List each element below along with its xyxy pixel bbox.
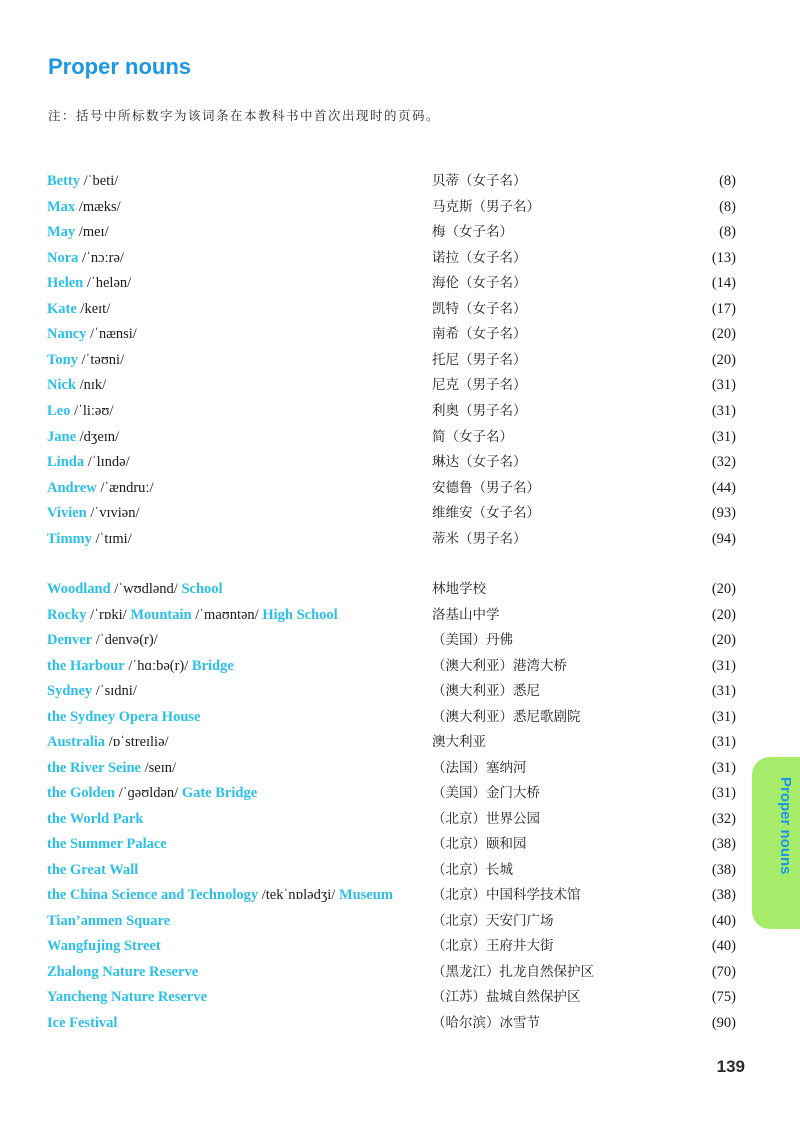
entry-translation: （江苏）盐城自然保护区 [432,989,581,1005]
term-word: the China Science and Technology [47,887,259,903]
phonetic-text: /ˈdenvə(r)/ [92,632,158,648]
entry-page: (31) [711,785,736,801]
term-word: Museum [338,887,393,903]
entry-translation: （北京）世界公园 [432,810,540,827]
term-word: Zhalong Nature Reserve [47,963,199,980]
entry-row [0,833,800,858]
term-word: the Summer Palace [47,836,167,852]
phonetic-text: /nɪk/ [76,377,107,394]
entry-page: (75) [711,989,736,1005]
phonetic-text: /ˈwʊdlənd/ [110,581,182,597]
entry-page: (31) [711,759,736,776]
entry-row [0,731,800,756]
entry-page: (94) [711,530,736,547]
entry-translation: 尼克（男子名） [432,377,527,394]
entry-translation: 梅（女子名） [432,224,513,241]
phonetic-text: /seɪn/ [140,759,177,776]
entry-translation: 澳大利亚 [432,734,486,750]
entry-row [0,451,800,476]
entry-row [0,221,800,246]
entry-term [47,221,109,243]
entry-page: (20) [711,351,736,368]
entry-row [0,272,800,297]
entry-page: (20) [711,326,736,343]
side-tab-label: Proper nouns [777,777,794,875]
phonetic-text: /ˈvɪviən/ [86,505,140,522]
entry-translation: 利奥（男子名） [432,402,527,419]
entry-row [0,859,800,884]
entry-term [47,808,143,830]
entry-term [47,833,167,855]
entry-page: (20) [711,606,736,623]
entry-term [47,426,119,448]
entry-row [0,374,800,399]
entry-translation: 海伦（女子名） [432,275,527,292]
entry-row [0,196,800,221]
term-word: Tony [47,351,78,368]
entry-page: (31) [711,734,736,750]
phonetic-text: /ˈɡəʊldən/ [115,785,182,801]
entry-translation: （黑龙江）扎龙自然保护区 [432,963,594,980]
entry-translation: 林地学校 [432,581,486,597]
entry-row [0,910,800,935]
phonetic-text: /ˈhɑːbə(r)/ [124,657,192,674]
entry-row [0,935,800,960]
term-word: Tian’anmen Square [47,912,171,929]
entry-term [47,502,140,524]
term-word: Nick [47,377,76,394]
entry-page: (31) [711,657,736,674]
entry-page: (31) [711,402,736,419]
entry-term [47,859,138,881]
page-title: Proper nouns [48,54,192,79]
term-word: Denver [47,632,93,648]
phonetic-text: /mæks/ [75,198,121,215]
entry-translation: 南希（女子名） [432,326,527,343]
entry-page: (20) [711,581,736,597]
entry-row [0,298,800,323]
entry-page: (40) [711,938,736,954]
phonetic-text: /ˈbeti/ [80,173,119,189]
entry-page: (8) [719,198,736,215]
phonetic-text: /ˈtəʊni/ [77,351,125,368]
entry-term [47,349,124,371]
entry-page: (38) [711,861,736,878]
phonetic-text: /ˈmaʊntən/ [191,606,263,623]
entry-term [47,528,132,550]
entry-row [0,808,800,833]
term-word: Leo [47,402,71,419]
entry-term [47,1012,117,1034]
page-number: 139 [716,1057,745,1076]
entry-page: (14) [711,275,736,292]
entry-term [47,298,110,320]
entry-page: (8) [719,173,736,189]
term-word: Kate [47,300,77,317]
entry-translation: （北京）中国科学技术馆 [432,887,581,903]
entry-page: (32) [711,810,736,827]
entry-page: (44) [711,479,736,496]
entry-translation: 贝蒂（女子名） [432,173,527,189]
entry-translation: 洛基山中学 [432,606,500,623]
term-word: Timmy [47,530,92,547]
entry-page: (31) [711,428,736,445]
entry-translation: （澳大利亚）悉尼歌剧院 [432,708,581,725]
entry-translation: （哈尔滨）冰雪节 [432,1014,540,1031]
entry-translation: （北京）王府井大街 [432,938,554,954]
entry-page: (90) [711,1014,736,1031]
entry-row [0,655,800,680]
entry-term [47,578,223,600]
term-word: Nancy [47,326,87,343]
entry-translation: （北京）颐和园 [432,836,527,852]
term-word: May [47,224,76,241]
entry-page: (38) [711,836,736,852]
term-word: Vivien [47,505,87,522]
entry-row [0,986,800,1011]
entry-term [47,451,130,473]
entry-row [0,1012,800,1037]
entry-row [0,604,800,629]
entry-row [0,426,800,451]
entry-term [47,884,393,906]
entry-translation: 托尼（男子名） [432,351,527,368]
entry-page: (20) [711,632,736,648]
entry-term [47,170,118,192]
entry-translation: 马克斯（男子名） [432,198,540,215]
entry-page: (13) [711,249,736,266]
term-word: the Golden [47,785,116,801]
phonetic-text: /meɪ/ [75,224,109,241]
phonetic-text: /keɪt/ [76,300,111,317]
term-word: Linda [47,454,85,471]
entry-term [47,323,137,345]
entry-row [0,961,800,986]
entry-row [0,400,800,425]
term-word: Ice Festival [47,1014,118,1031]
entry-translation: 蒂米（男子名） [432,530,527,547]
term-word: Gate Bridge [181,785,258,801]
entry-row [0,477,800,502]
page-note: 注：括号中所标数字为该词条在本教科书中首次出现时的页码。 [48,108,441,123]
entry-page: (31) [711,708,736,725]
entry-page: (70) [711,963,736,980]
term-word: the World Park [47,810,144,827]
entry-term [47,935,161,957]
entry-term [47,706,200,728]
term-word: Max [47,198,76,215]
entry-term [47,272,131,294]
term-word: the Harbour [47,657,125,674]
entry-term [47,782,257,804]
entry-row [0,757,800,782]
entry-page: (31) [711,683,736,699]
entry-page: (8) [719,224,736,241]
entry-term [47,477,153,499]
entry-term [47,986,207,1008]
entry-term [47,910,170,932]
entry-translation: 诺拉（女子名） [432,249,527,266]
entry-row [0,782,800,807]
entry-translation: 安德鲁（男子名） [432,479,540,496]
term-word: High School [262,606,338,623]
term-word: Bridge [191,657,234,674]
term-word: Andrew [47,479,97,496]
phonetic-text: /ˈnɔːrə/ [78,249,124,266]
entry-term [47,757,176,779]
entry-row [0,528,800,553]
entry-translation: 凯特（女子名） [432,300,527,317]
phonetic-text: /ˈtɪmi/ [91,530,132,547]
entry-translation: （美国）金门大桥 [432,785,540,801]
phonetic-text: /dʒeɪn/ [76,428,120,445]
entry-term [47,680,137,702]
phonetic-text: /ˈhelən/ [83,275,132,292]
phonetic-text: /tekˈnɒlədʒi/ [258,887,339,903]
entry-term [47,655,234,677]
phonetic-text: /ˈliːəʊ/ [70,402,114,419]
entry-page: (17) [711,300,736,317]
entry-term [47,374,106,396]
phonetic-text: /ˈlɪndə/ [84,454,130,471]
term-word: Jane [47,428,76,445]
entry-row [0,323,800,348]
entry-row [0,680,800,705]
entry-row [0,884,800,909]
entry-row [0,502,800,527]
term-word: Nora [47,249,79,266]
term-word: Yancheng Nature Reserve [47,989,208,1005]
entry-translation: （北京）天安门广场 [432,912,554,929]
entry-translation: （美国）丹佛 [432,632,513,648]
term-word: School [181,581,223,597]
term-word: Sydney [47,683,93,699]
term-word: Woodland [47,581,111,597]
entry-row [0,247,800,272]
term-word: Betty [47,173,81,189]
entry-page: (38) [711,887,736,903]
entry-row [0,349,800,374]
entry-row [0,706,800,731]
entry-translation: （澳大利亚）悉尼 [432,683,540,699]
phonetic-text: /ˈsɪdni/ [92,683,137,699]
term-word: Australia [47,734,105,750]
term-word: Wangfujing Street [47,938,161,954]
entry-term [47,961,198,983]
entry-page: (40) [711,912,736,929]
entry-term [47,400,113,422]
entry-term [47,604,338,626]
entry-translation: 简（女子名） [432,428,513,445]
entry-translation: （北京）长城 [432,861,513,878]
term-word: the River Seine [47,759,141,776]
entry-row [0,578,800,603]
entry-term [47,731,169,753]
phonetic-text: /ɒˈstreɪliə/ [105,734,169,750]
phonetic-text: /ˈnænsi/ [86,326,137,343]
entry-translation: 维维安（女子名） [432,505,540,522]
entry-page: (32) [711,454,736,471]
entry-page: (93) [711,505,736,522]
phonetic-text: /ˈændruː/ [96,479,154,496]
entry-translation: （法国）塞纳河 [432,759,527,776]
entry-term [47,629,158,651]
entry-translation: （澳大利亚）港湾大桥 [432,657,567,674]
entry-term [47,196,121,218]
entry-translation: 琳达（女子名） [432,454,527,471]
term-word: Mountain [130,606,192,623]
term-word: Rocky [47,606,87,623]
term-word: Helen [47,275,84,292]
entry-term [47,247,124,269]
entry-row [0,170,800,195]
term-word: the Great Wall [47,861,139,878]
phonetic-text: /ˈrɒki/ [86,606,131,623]
entry-page: (31) [711,377,736,394]
entry-row [0,629,800,654]
term-word: the Sydney Opera House [47,708,201,725]
